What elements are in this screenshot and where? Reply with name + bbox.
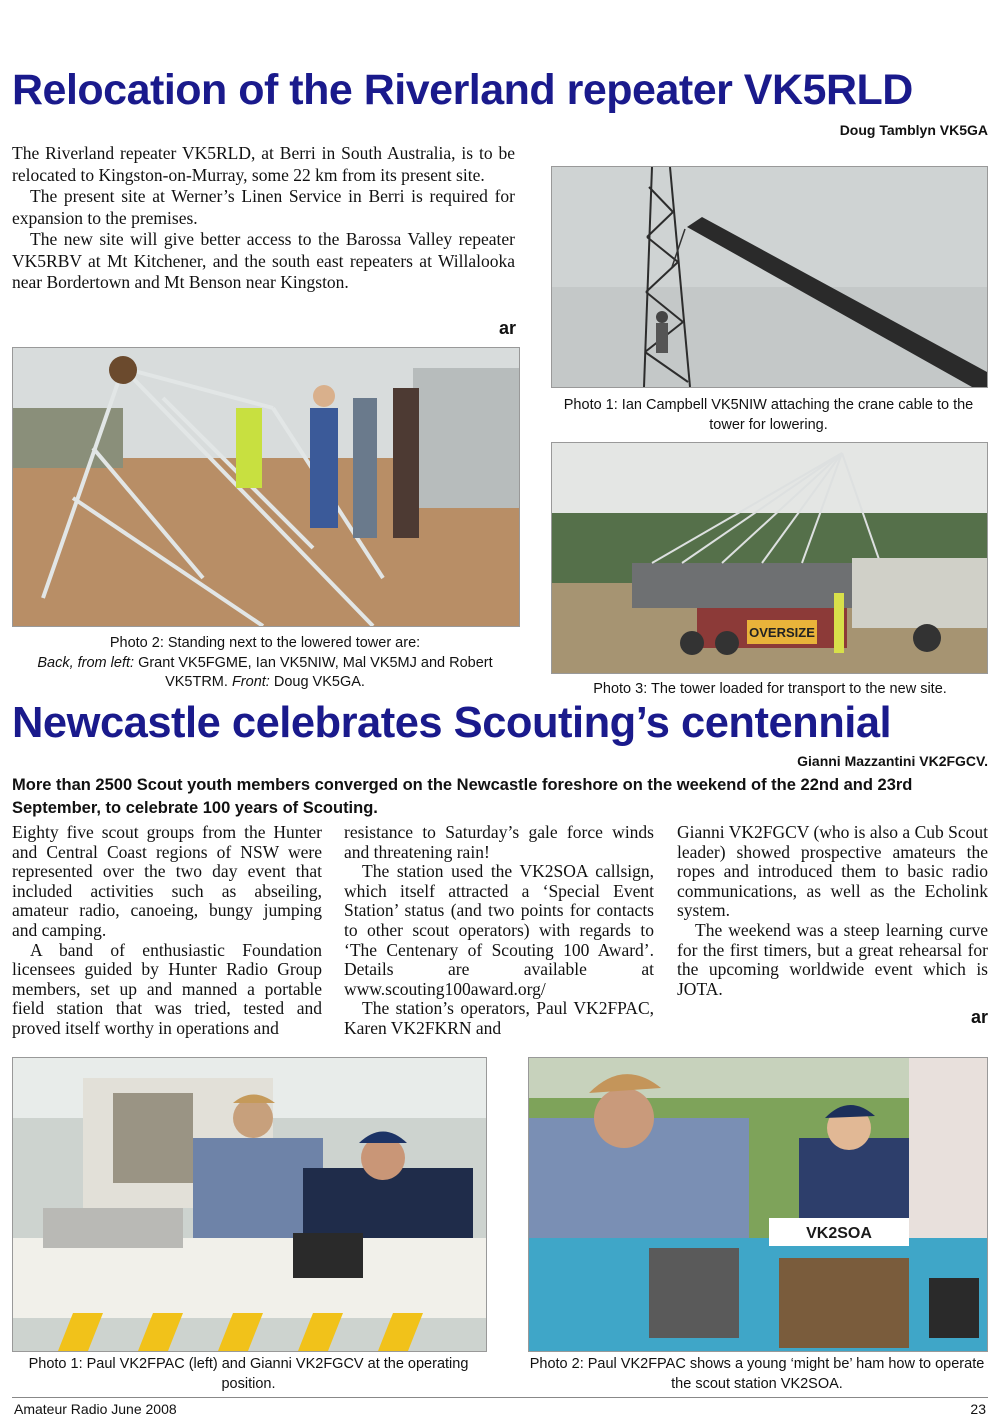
- article2-col3: [677, 823, 988, 999]
- article2-paragraph: A band of enthusiastic Foundation licensees guided by Hunter Radio Group members, set up and manned a portable field station that was tried, tested and proved itself worthy in operations and: [12, 939, 322, 1038]
- footer-rule: [12, 1397, 988, 1398]
- article1-photo3-caption: Photo 3: The tower loaded for transport to the new site.: [593, 681, 947, 697]
- article2-paragraph: The station’s operators, Paul VK2FPAC, Karen VK2FKRN and: [344, 998, 654, 1038]
- caption-front-label: Front:: [231, 674, 270, 690]
- article1-title: Relocation of the Riverland repeater VK5RLD: [12, 66, 913, 114]
- article2-col1: [12, 823, 322, 1039]
- vk2soa-sign: VK2SOA: [806, 1225, 872, 1242]
- article2-end-mark: ar: [970, 1007, 988, 1027]
- footer-publication: Amateur Radio June 2008: [14, 1401, 177, 1417]
- footer-page-number: 23: [970, 1401, 986, 1417]
- article2-byline: Gianni Mazzantini VK2FGCV.: [797, 753, 988, 769]
- caption-front-names: Doug VK5GA.: [273, 674, 365, 690]
- caption-back-names: Grant VK5FGME, Ian VK5NIW, Mal VK5MJ and Robert VK5TRM.: [138, 654, 493, 690]
- caption-back-label: Back, from left:: [37, 654, 135, 671]
- article1-paragraph: The present site at Werner’s Linen Service in Berri is required for expansion to the premises.: [12, 186, 515, 228]
- article1-body: [12, 143, 515, 294]
- article1-paragraph: The Riverland repeater VK5RLD, at Berri in South Australia, is to be relocated to Kingston-on-Murray, some 22 km from its present site.: [12, 143, 515, 185]
- article2-paragraph: Eighty five scout groups from the Hunter and Central Coast regions of NSW were represented over the two day event that included activities such as abseiling, amateur radio, canoeing, bungy jumping and camping.: [12, 822, 322, 940]
- article2-photo2-caption: Photo 2: Paul VK2FPAC shows a young ‘might be’ ham how to operate the scout station VK2SOA.: [529, 1356, 985, 1392]
- article1-photo2-caption-names: [12, 654, 518, 693]
- article2-paragraph: The weekend was a steep learning curve for the first timers, but a great rehearsal for the upcoming worldwide event which is JOTA.: [677, 919, 988, 999]
- article2-lead: More than 2500 Scout youth members converged on the Newcastle foreshore on the weekend of the 22nd and 23rd September, to celebrate 100 years of Scouting.: [12, 776, 913, 817]
- article1-photo2: [12, 347, 520, 627]
- article1-photo2-caption: [12, 634, 518, 693]
- article2-col2: [344, 823, 654, 1039]
- article2-paragraph: resistance to Saturday’s gale force winds and threatening rain!: [344, 822, 654, 862]
- article2-photo1-caption: Photo 1: Paul VK2FPAC (left) and Gianni VK2FGCV at the operating position.: [28, 1356, 469, 1392]
- article2-paragraph: Gianni VK2FGCV (who is also a Cub Scout leader) showed prospective amateurs the ropes and introduced them to basic radio communications, as well as the Echolink system.: [677, 822, 988, 921]
- article1-photo3: [551, 442, 988, 674]
- article1-paragraph: The new site will give better access to the Barossa Valley repeater VK5RBV at Mt Kitchener, and the south east repeaters at Willalooka near Bordertown and Mt Benson near Kingston.: [12, 229, 515, 292]
- article1-photo1-caption: Photo 1: Ian Campbell VK5NIW attaching the crane cable to the tower for lowering.: [563, 397, 974, 433]
- article1-photo2-caption-line1: Photo 2: Standing next to the lowered tower are:: [109, 635, 421, 651]
- article2-photo1: [12, 1057, 487, 1352]
- article2-title: Newcastle celebrates Scouting’s centennial: [12, 699, 892, 747]
- article1-end-mark: ar: [498, 318, 516, 338]
- oversize-sign: OVERSIZE: [749, 625, 815, 640]
- article1-byline: Doug Tamblyn VK5GA: [839, 122, 988, 138]
- article1-photo1: [551, 166, 988, 388]
- article2-paragraph: The station used the VK2SOA callsign, which itself attracted a ‘Special Event Station’ status (and two points for contacts to other scout operators) with regards to ‘The Centenary of Scouting 100 Award’. Details are available at www.scouting100award.org/: [344, 861, 654, 999]
- article2-photo2: [528, 1057, 988, 1352]
